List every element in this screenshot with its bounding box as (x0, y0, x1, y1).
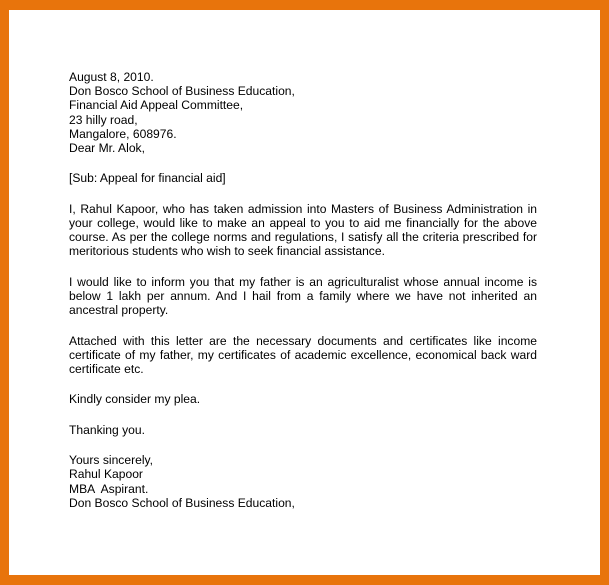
paragraph: I would like to inform you that my father is an agriculturalist whose annual income is below 1 lakh per annum. And I hail from a family where we have not inherited an ancestral property. (69, 274, 537, 318)
subject-line: [Sub: Appeal for financial aid] (69, 171, 226, 186)
letter-body (69, 70, 537, 510)
closing: Yours sincerely, (69, 453, 154, 468)
paragraph: Kindly consider my plea. (69, 392, 201, 407)
paragraph: Attached with this letter are the necessary documents and certificates like income certificate of my father, my certificates of academic excellence, economical back ward certificate etc. (69, 333, 537, 376)
letter-date: August 8, 2010. (69, 70, 154, 84)
signature-institution: Don Bosco School of Business Education, (69, 495, 295, 510)
paragraph: I, Rahul Kapoor, who has taken admission into Masters of Business Administration in your college, would like to make an appeal to you to aid me financially for the above course. As per the college norms and regulations, I satisfy all the criteria prescribed for meritorious students who wish to seek financial assistance. (69, 201, 537, 259)
address-line: Financial Aid Appeal Committee, (69, 98, 244, 113)
salutation: Dear Mr. Alok, (69, 141, 145, 156)
address-line: Mangalore, 608976. (69, 126, 177, 141)
address-line: Don Bosco School of Business Education, (69, 84, 295, 99)
signature-name: Rahul Kapoor (69, 467, 143, 482)
address-line: 23 hilly road, (69, 112, 138, 127)
signature-title: MBA Aspirant. (69, 481, 149, 496)
paragraph: Thanking you. (69, 422, 145, 437)
